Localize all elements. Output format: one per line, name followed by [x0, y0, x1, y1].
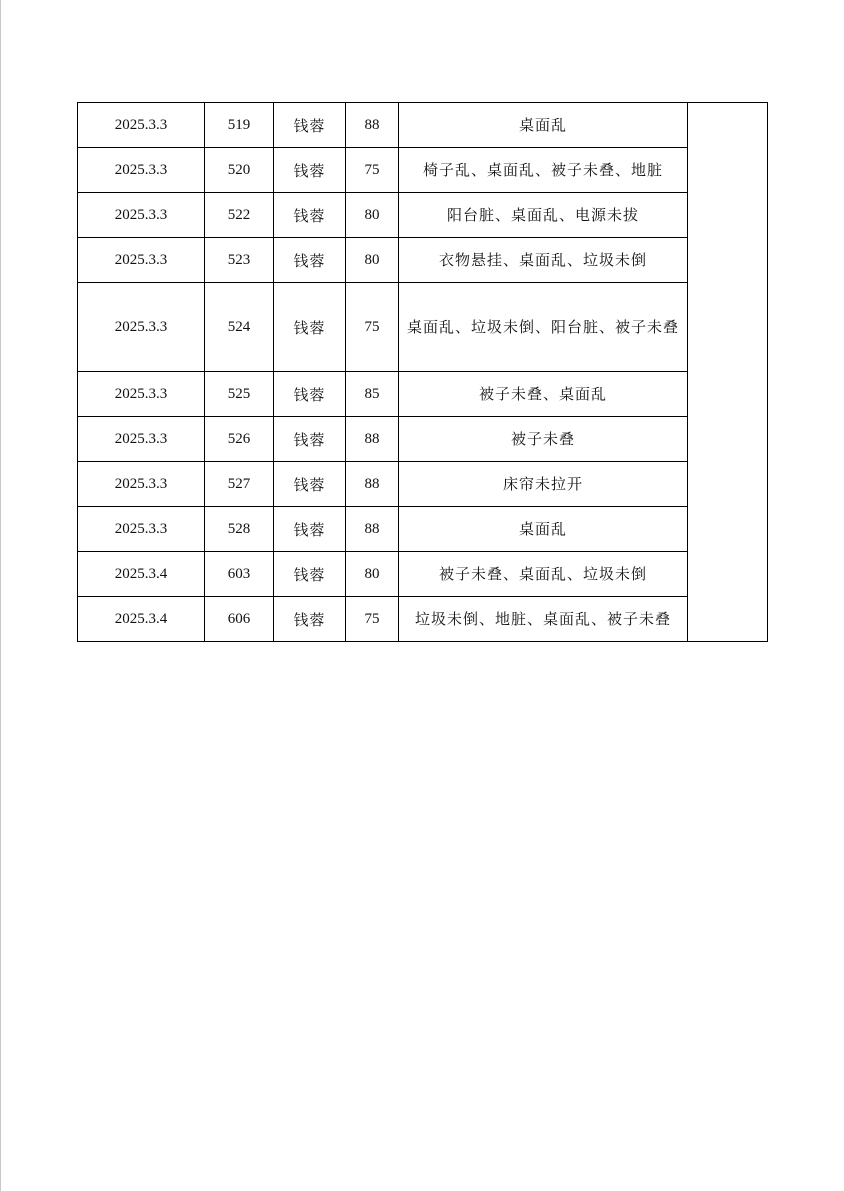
room-cell: 519 [205, 103, 274, 148]
room-cell: 603 [205, 552, 274, 597]
table-row [78, 193, 768, 238]
room-cell: 527 [205, 462, 274, 507]
date-cell: 2025.3.3 [78, 103, 205, 148]
score-cell: 80 [346, 552, 399, 597]
score-cell: 75 [346, 597, 399, 642]
issues-cell: 衣物悬挂、桌面乱、垃圾未倒 [399, 238, 688, 283]
issues-cell: 桌面乱 [399, 103, 688, 148]
inspector-cell: 钱蓉 [274, 597, 346, 642]
issues-cell: 阳台脏、桌面乱、电源未拔 [399, 193, 688, 238]
inspection-table [77, 102, 768, 642]
score-cell: 88 [346, 462, 399, 507]
score-cell: 88 [346, 507, 399, 552]
table-row [78, 238, 768, 283]
room-cell: 522 [205, 193, 274, 238]
issues-cell: 床帘未拉开 [399, 462, 688, 507]
inspector-cell: 钱蓉 [274, 193, 346, 238]
score-cell: 88 [346, 417, 399, 462]
inspector-cell: 钱蓉 [274, 462, 346, 507]
issues-cell: 垃圾未倒、地脏、桌面乱、被子未叠 [399, 597, 688, 642]
date-cell: 2025.3.3 [78, 462, 205, 507]
date-cell: 2025.3.3 [78, 148, 205, 193]
table-row [78, 462, 768, 507]
issues-cell: 桌面乱、垃圾未倒、阳台脏、被子未叠 [399, 283, 688, 372]
table-row [78, 103, 768, 148]
date-cell: 2025.3.4 [78, 597, 205, 642]
issues-cell: 被子未叠、桌面乱、垃圾未倒 [399, 552, 688, 597]
inspector-cell: 钱蓉 [274, 372, 346, 417]
room-cell: 525 [205, 372, 274, 417]
inspector-cell: 钱蓉 [274, 417, 346, 462]
remarks-cell [688, 103, 768, 642]
room-cell: 526 [205, 417, 274, 462]
table-row [78, 597, 768, 642]
table-row [78, 148, 768, 193]
room-cell: 606 [205, 597, 274, 642]
table-row [78, 552, 768, 597]
score-cell: 85 [346, 372, 399, 417]
table-row [78, 283, 768, 372]
issues-cell: 椅子乱、桌面乱、被子未叠、地脏 [399, 148, 688, 193]
score-cell: 80 [346, 238, 399, 283]
date-cell: 2025.3.3 [78, 372, 205, 417]
date-cell: 2025.3.3 [78, 417, 205, 462]
room-cell: 520 [205, 148, 274, 193]
issues-cell: 桌面乱 [399, 507, 688, 552]
room-cell: 528 [205, 507, 274, 552]
inspector-cell: 钱蓉 [274, 103, 346, 148]
issues-cell: 被子未叠、桌面乱 [399, 372, 688, 417]
date-cell: 2025.3.3 [78, 238, 205, 283]
date-cell: 2025.3.4 [78, 552, 205, 597]
score-cell: 80 [346, 193, 399, 238]
room-cell: 523 [205, 238, 274, 283]
date-cell: 2025.3.3 [78, 283, 205, 372]
date-cell: 2025.3.3 [78, 193, 205, 238]
inspector-cell: 钱蓉 [274, 283, 346, 372]
inspector-cell: 钱蓉 [274, 507, 346, 552]
inspector-cell: 钱蓉 [274, 552, 346, 597]
table-row [78, 417, 768, 462]
page-edge [0, 0, 1, 1191]
inspector-cell: 钱蓉 [274, 238, 346, 283]
score-cell: 75 [346, 283, 399, 372]
room-cell: 524 [205, 283, 274, 372]
table-row [78, 372, 768, 417]
issues-cell: 被子未叠 [399, 417, 688, 462]
score-cell: 88 [346, 103, 399, 148]
score-cell: 75 [346, 148, 399, 193]
table-row [78, 507, 768, 552]
inspector-cell: 钱蓉 [274, 148, 346, 193]
date-cell: 2025.3.3 [78, 507, 205, 552]
